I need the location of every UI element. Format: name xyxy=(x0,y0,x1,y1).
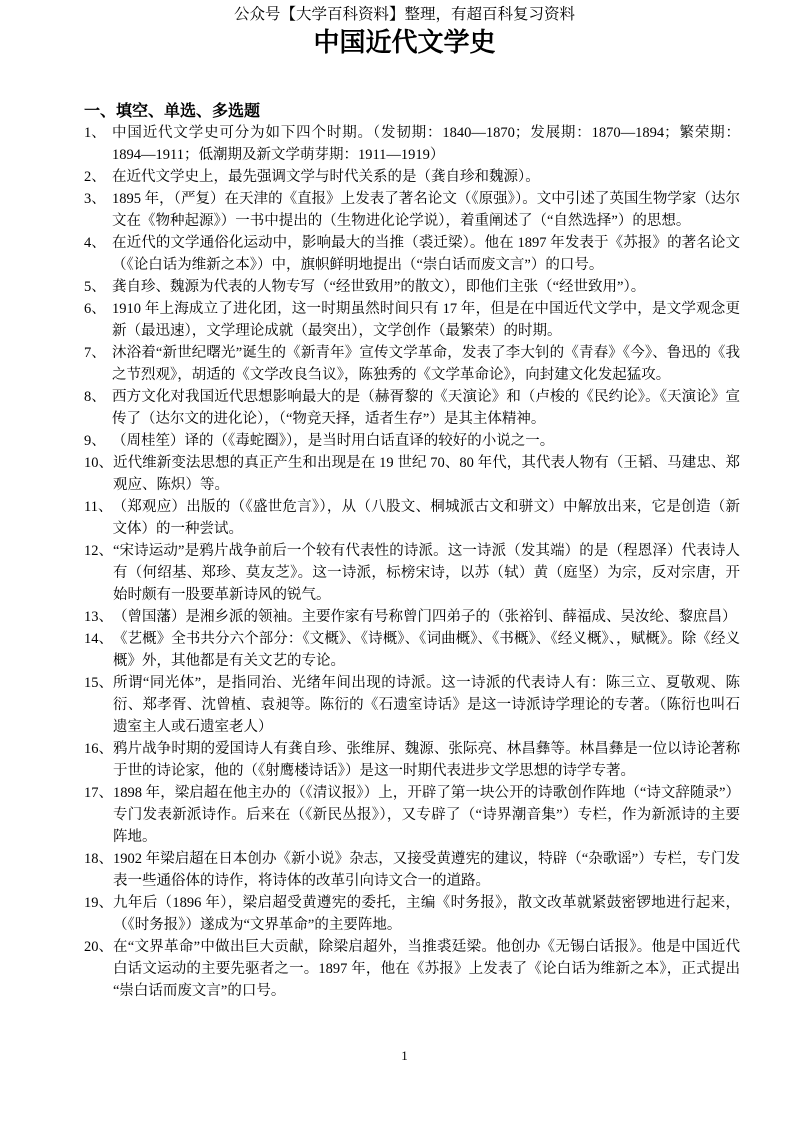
question-item xyxy=(84,298,740,342)
question-text: 中国近代文学史可分为如下四个时期。（发韧期：1840—1870；发展期：1870—1894；繁荣期：1894—1911；低潮期及新文学萌芽期：1911—1919） xyxy=(112,125,740,163)
question-text: 沐浴着“新世纪曙光”诞生的《新青年》宣传文学革命，发表了李大钊的《青春》《今》、鲁迅的《我之节烈观》，胡适的《文学改良刍议》，陈独秀的《文学革命论》，向封建文化发起猛攻。 xyxy=(112,345,740,383)
question-number: 18、 xyxy=(84,851,113,867)
question-number: 17、 xyxy=(84,785,113,801)
question-number: 12、 xyxy=(84,543,113,559)
question-number: 5、 xyxy=(84,279,106,295)
question-number: 4、 xyxy=(84,235,106,251)
question-number: 8、 xyxy=(84,389,106,405)
question-text: （周桂笙）译的（《毒蛇圈》），是当时用白话直译的较好的小说之一。 xyxy=(112,433,555,449)
question-item xyxy=(84,232,740,276)
question-item xyxy=(84,936,740,1002)
question-text: 龚自珍、魏源为代表的人物专写（“经世致用”的散文），即他们主张（“经世致用”）。 xyxy=(112,279,646,295)
section-heading: 一、填空、单选、多选题 xyxy=(84,103,261,120)
question-item xyxy=(84,166,740,188)
question-number: 10、 xyxy=(84,455,113,471)
page-number: 1 xyxy=(401,1048,408,1063)
question-item xyxy=(84,606,740,628)
question-item xyxy=(84,430,740,452)
question-number: 7、 xyxy=(84,345,106,361)
question-item xyxy=(84,892,740,936)
question-text: “宋诗运动”是鸦片战争前后一个较有代表性的诗派。这一诗派（发其端）的是（程恩泽）代表诗人有（何绍基、郑珍、莫友芝》。这一诗派，标榜宋诗，以苏（轼）黄（庭坚）为宗，反对宗唐，开始时颇有一股要革新诗风的锐气。 xyxy=(113,543,740,603)
question-text: 在近代文学史上，最先强调文学与时代关系的是（龚自珍和魏源）。 xyxy=(112,169,540,185)
question-text: 九年后（1896 年），梁启超受黄遵宪的委托，主编《时务报》，散文改革就紧鼓密锣地进行起来，（《时务报》）遂成为“文界革命”的主要阵地。 xyxy=(113,895,740,933)
question-text: 1910 年上海成立了进化团，这一时期虽然时间只有 17 年，但是在中国近代文学中，是文学观念更新（最迅速），文学理论成就（最突出），文学创作（最繁荣）的时期。 xyxy=(112,301,740,339)
question-item xyxy=(84,386,740,430)
question-item xyxy=(84,540,740,606)
question-item xyxy=(84,628,740,672)
question-number: 2、 xyxy=(84,169,106,185)
question-item xyxy=(84,848,740,892)
question-number: 15、 xyxy=(84,675,113,691)
question-item xyxy=(84,122,740,166)
question-text: 在近代的文学通俗化运动中，影响最大的当推（裘迁梁）。他在 1897 年发表于《苏报》的著名论文（《论白话为维新之本》）中，旗帜鲜明地提出（“崇白话而废文言”）的口号。 xyxy=(112,235,740,273)
question-text: 西方文化对我国近代思想影响最大的是（赫胥黎的《天演论》和（卢梭的《民约论》。《天演论》宣传了（达尔文的进化论），（“物竞天择，适者生存”）是其主体精神。 xyxy=(112,389,740,427)
header-notice: 公众号【大学百科资料】整理，有超百科复习资料 xyxy=(233,6,575,23)
question-text: 1895 年，（严复）在天津的《直报》上发表了著名论文（《原强》）。文中引述了英国生物学家（达尔文在《物种起源》）一书中提出的（生物进化论学说），着重阐述了（“自然选择”）的思想。 xyxy=(112,191,740,229)
question-text: （曾国藩）是湘乡派的领袖。主要作家有号称曾门四弟子的（张裕钊、薛福成、吴汝纶、黎庶昌） xyxy=(113,609,737,625)
question-text: 近代维新变法思想的真正产生和出现是在 19 世纪 70、80 年代，其代表人物有（王韬、马建忠、郑观应、陈炽）等。 xyxy=(113,455,740,493)
question-text: 所谓“同光体”，是指同治、光绪年间出现的诗派。这一诗派的代表诗人有：陈三立、夏敬观、陈衍、郑孝胥、沈曾植、袁昶等。陈衍的《石遗室诗话》是这一诗派诗学理论的专著。（陈衍也叫石遗室主人或石遗室老人） xyxy=(113,675,740,735)
question-number: 14、 xyxy=(84,631,113,647)
question-text: （郑观应）出版的（《盛世危言》），从（八股文、桐城派古文和骈文）中解放出来，它是创造（新文体）的一种尝试。 xyxy=(112,499,740,537)
question-number: 9、 xyxy=(84,433,106,449)
question-list xyxy=(84,122,740,1002)
question-item xyxy=(84,782,740,848)
question-number: 3、 xyxy=(84,191,106,207)
question-text: 鸦片战争时期的爱国诗人有龚自珍、张维屏、魏源、张际亮、林昌彝等。林昌彝是一位以诗论著称于世的诗论家，他的（《射鹰楼诗话》）是这一时期代表进步文学思想的诗学专著。 xyxy=(113,741,740,779)
question-item xyxy=(84,496,740,540)
question-item xyxy=(84,342,740,386)
question-item xyxy=(84,738,740,782)
question-number: 6、 xyxy=(84,301,106,317)
question-number: 19、 xyxy=(84,895,113,911)
question-number: 20、 xyxy=(84,939,113,955)
question-item xyxy=(84,672,740,738)
question-number: 1、 xyxy=(84,125,106,141)
question-text: 《艺概》全书共分六个部分：《文概》、《诗概》、《词曲概》、《书概》、《经义概》、，赋概》。除《经义概》外，其他都是有关文艺的专论。 xyxy=(113,631,740,669)
question-text: 1898 年，梁启超在他主办的（《清议报》）上，开辟了第一块公开的诗歌创作阵地（“诗文辞随录”）专门发表新派诗作。后来在（《新民丛报》），又专辟了（“诗界潮音集”）专栏，作为新派诗的主要阵地。 xyxy=(113,785,740,845)
question-text: 1902 年梁启超在日本创办《新小说》杂志，又接受黄遵宪的建议，特辟（“杂歌谣”）专栏，专门发表一些通俗体的诗作，将诗体的改革引向诗文合一的道路。 xyxy=(113,851,740,889)
question-item xyxy=(84,276,740,298)
question-item xyxy=(84,452,740,496)
question-number: 11、 xyxy=(84,499,113,515)
question-number: 13、 xyxy=(84,609,113,625)
question-item xyxy=(84,188,740,232)
page-title: 中国近代文学史 xyxy=(313,28,496,57)
question-number: 16、 xyxy=(84,741,113,757)
question-text: 在“文界革命”中做出巨大贡献，除梁启超外，当推裘廷梁。他创办《无锡白话报》。他是中国近代白话文运动的主要先驱者之一。1897 年，他在《苏报》上发表了《论白话为维新之本》，正式提出“崇白话而废文言”的口号。 xyxy=(113,939,740,999)
